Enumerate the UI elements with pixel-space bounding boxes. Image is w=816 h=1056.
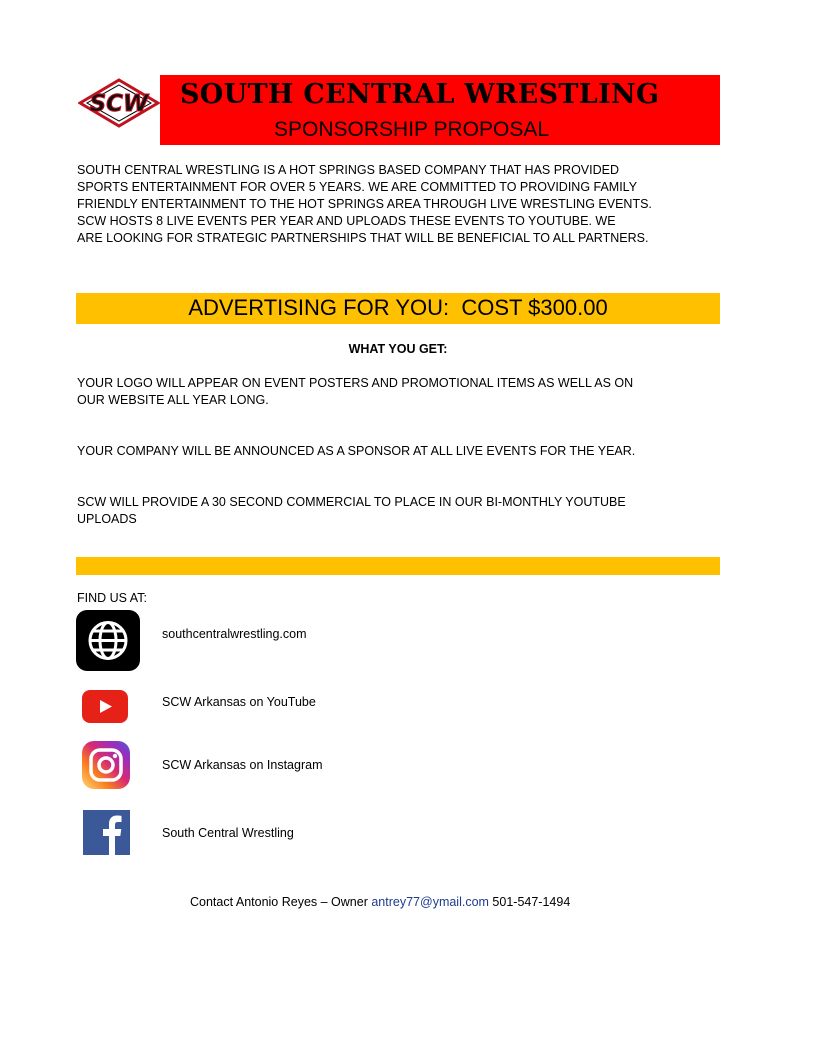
facebook-link[interactable]: South Central Wrestling [162,826,294,840]
offer-headline: ADVERTISING FOR YOU: COST $300.00 [188,295,608,320]
benefit-item [77,443,717,460]
globe-icon [76,610,140,676]
intro-line: SOUTH CENTRAL WRESTLING IS A HOT SPRINGS BASED COMPANY THAT HAS PROVIDED [77,163,620,177]
divider-bar [76,557,720,575]
intro-line: FRIENDLY ENTERTAINMENT TO THE HOT SPRINGS AREA THROUGH LIVE WRESTLING EVENTS. [77,197,652,211]
website-link[interactable]: southcentralwrestling.com [162,627,307,641]
page-title: SOUTH CENTRAL WRESTLING [180,79,660,110]
youtube-icon [82,690,128,728]
benefit-line: YOUR LOGO WILL APPEAR ON EVENT POSTERS AND PROMOTIONAL ITEMS AS WELL AS ON [77,376,634,390]
contact-line [190,895,570,909]
benefit-line: YOUR COMPANY WILL BE ANNOUNCED AS A SPONSOR AT ALL LIVE EVENTS FOR THE YEAR. [77,444,636,458]
benefit-line: OUR WEBSITE ALL YEAR LONG. [77,393,269,407]
instagram-icon [82,741,130,794]
what-you-get-heading: WHAT YOU GET: [348,342,448,356]
youtube-link[interactable]: SCW Arkansas on YouTube [162,695,316,709]
benefit-item [77,375,717,409]
contact-prefix: Contact Antonio Reyes – Owner [190,895,372,909]
contact-email-link[interactable]: antrey77@ymail.com [371,895,489,909]
logo-text: SCW [89,91,149,117]
benefit-line: SCW WILL PROVIDE A 30 SECOND COMMERCIAL TO PLACE IN OUR BI-MONTHLY YOUTUBE [77,495,626,509]
instagram-link[interactable]: SCW Arkansas on Instagram [162,758,323,772]
scw-logo [78,78,160,128]
facebook-icon [83,810,130,860]
benefit-item [77,494,717,528]
find-us-heading: FIND US AT: [77,591,147,605]
intro-line: ARE LOOKING FOR STRATEGIC PARTNERSHIPS THAT WILL BE BENEFICIAL TO ALL PARTNERS. [77,231,649,245]
intro-paragraph [77,162,727,247]
page-subtitle: SPONSORSHIP PROPOSAL [274,118,550,141]
intro-line: SPORTS ENTERTAINMENT FOR OVER 5 YEARS. WE ARE COMMITTED TO PROVIDING FAMILY [77,180,638,194]
contact-phone: 501-547-1494 [488,895,571,909]
benefit-line: UPLOADS [77,512,137,526]
intro-line: SCW HOSTS 8 LIVE EVENTS PER YEAR AND UPLOADS THESE EVENTS TO YOUTUBE. WE [77,214,616,228]
